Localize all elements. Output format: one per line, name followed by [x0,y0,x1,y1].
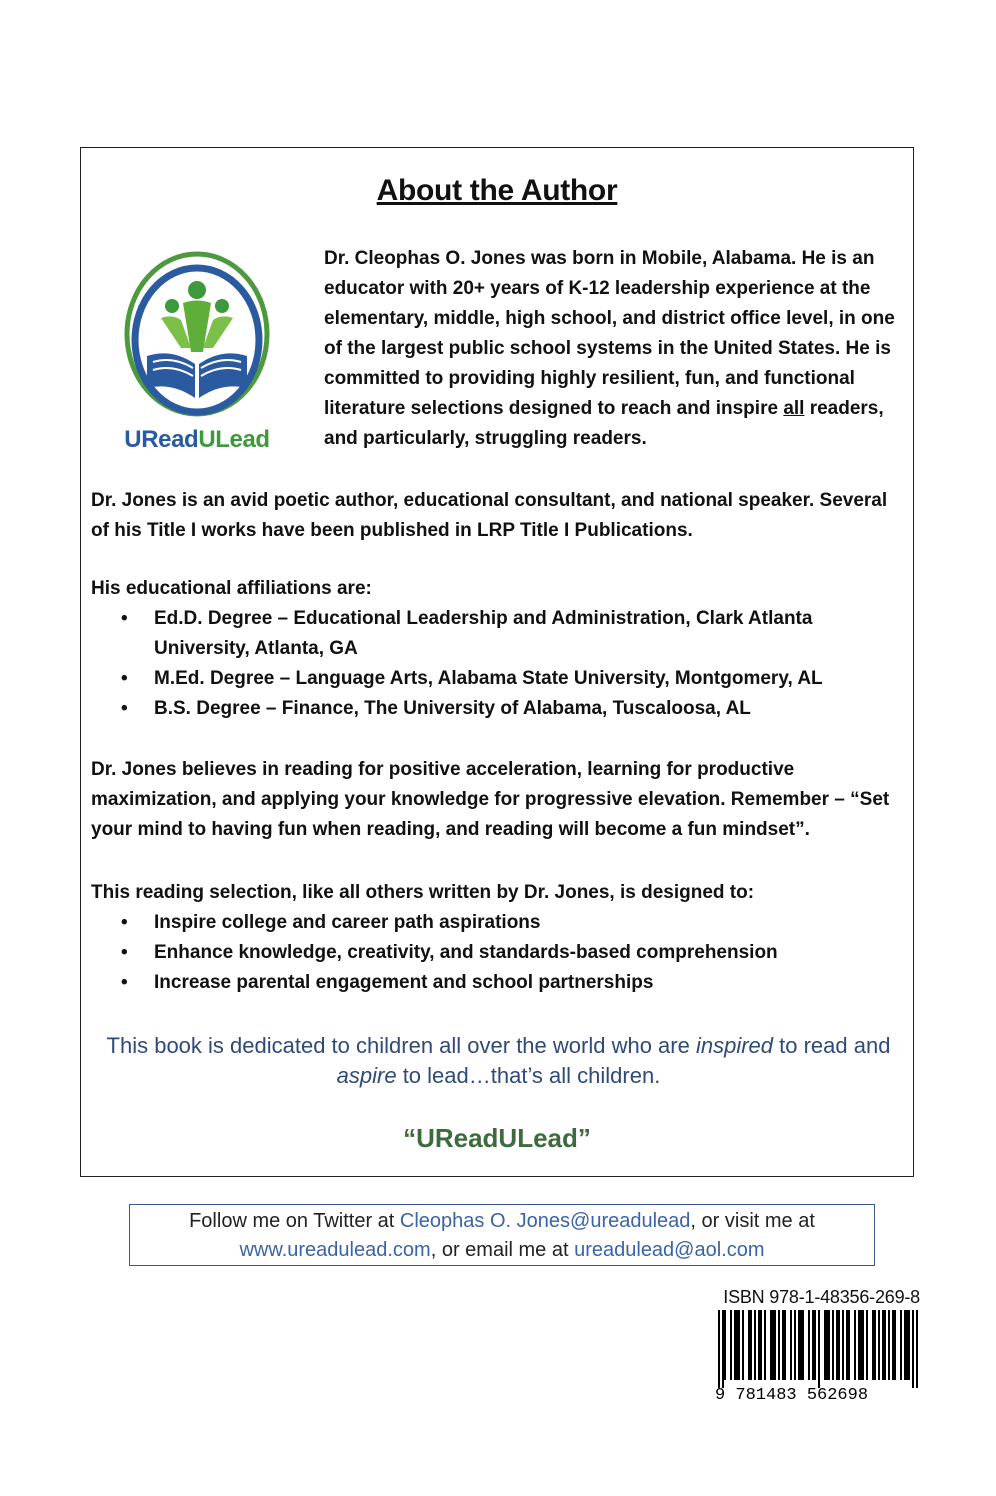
barcode-bar [838,1310,840,1380]
barcode-bar [722,1310,724,1388]
barcode-bar [770,1310,772,1380]
barcode-bar [858,1310,860,1380]
barcode-bar [874,1310,876,1380]
logo-text-lead: ULead [198,426,270,453]
barcode-bar [784,1310,786,1380]
design-list [121,908,891,998]
barcode-bar [906,1310,908,1380]
affiliations-heading: His educational affiliations are: [91,578,372,599]
barcode-bar [824,1310,826,1380]
page-title: About the Author [376,174,618,207]
dedication-text: to read and [773,1033,891,1058]
barcode-bar [878,1310,880,1380]
barcode-bar [916,1310,918,1388]
barcode-bar [774,1310,776,1380]
website-link[interactable]: www.ureadulead.com [239,1239,431,1261]
barcode-bar [736,1310,738,1380]
barcode-bar [912,1310,914,1388]
barcode-bar [798,1310,800,1380]
list-item: • Increase parental engagement and school partnerships [121,968,891,998]
barcode-bar [846,1310,848,1380]
barcode-digits: 9 781483 562698 [715,1386,869,1402]
logo-text-read: URead [124,426,199,453]
dedication-inspired: inspired [695,1033,774,1058]
barcode-bar [738,1310,740,1380]
barcode-bar [772,1310,774,1380]
about-author-box [80,147,914,1177]
list-item: • Enhance knowledge, creativity, and standards-based comprehension [121,938,891,968]
barcode-bar [812,1310,814,1380]
barcode-bar [760,1310,762,1380]
barcode-bar [826,1310,828,1380]
barcode-bar [818,1310,820,1388]
dedication-text: to lead…that’s all children. [396,1063,661,1088]
design-heading: This reading selection, like all others written by Dr. Jones, is designed to: [91,882,755,903]
barcode-bar [718,1310,720,1388]
dedication-text: This book is dedicated to children all over the world who are [106,1033,696,1058]
barcode-bar [860,1310,862,1380]
barcode-bar [742,1310,744,1380]
dedication-aspire: aspire [336,1063,397,1088]
barcode-bar [836,1310,838,1380]
barcode-bar [862,1310,864,1380]
list-item: • Ed.D. Degree – Educational Leadership and Administration, Clark Atlanta University, Atlanta, GA [121,604,891,664]
slogan: “UReadULead” [403,1123,591,1153]
list-item: • B.S. Degree – Finance, The University of Alabama, Tuscaloosa, AL [121,694,891,724]
contact-box [129,1204,875,1266]
barcode-bar [800,1310,802,1380]
barcode-bar [782,1310,784,1380]
barcode-bar [778,1310,780,1380]
email-link[interactable]: ureadulead@aol.com [574,1239,765,1261]
barcode-bar [888,1310,890,1380]
barcode-bar [730,1310,732,1380]
contact-text: , or email me at [430,1239,575,1261]
author-roles-paragraph: Dr. Jones is an avid poetic author, educational consultant, and national speaker. Several of his Title I works have been published in LRP Title I Publications. [91,490,888,541]
logo-emblem-icon [117,248,277,423]
barcode-bar [754,1310,756,1380]
list-item: • M.Ed. Degree – Language Arts, Alabama State University, Montgomery, AL [121,664,891,694]
barcode-bar [802,1310,804,1380]
dedication [91,1031,906,1091]
affiliations-list [121,604,891,724]
intro-underlined-word: all [783,398,805,419]
barcode-bar [790,1310,792,1380]
barcode-bar [832,1310,834,1380]
barcode-bar [900,1310,902,1380]
contact-text: , or visit me at [690,1210,815,1232]
barcode-bar [872,1310,874,1380]
barcode-bar [892,1310,894,1380]
author-intro [324,244,909,454]
logo-wordmark [117,426,277,454]
list-item: • Inspire college and career path aspirations [121,908,891,938]
barcode-bar [908,1310,910,1380]
intro-text: Dr. Cleophas O. Jones was born in Mobile, Alabama. He is an educator with 20+ years of K-12 leadership experience at the elementary, middle, high school, and district office level, in one of the largest public school systems in the United States. He is committed to providing highly resilient, fun, and functional literature selections designed to reach and inspire [324,248,895,419]
barcode-bar [724,1310,726,1380]
beliefs-paragraph: Dr. Jones believes in reading for positive acceleration, learning for productive maximization, and applying your knowledge for progressive elevation. Remember – “Set your mind to having fun when reading, and reading will become a fun mindset”. [91,759,890,840]
barcode-bar [814,1310,816,1380]
twitter-link[interactable]: Cleophas O. Jones@ureadulead [399,1210,691,1232]
barcode [712,1310,918,1402]
barcode-bar [750,1310,752,1380]
barcode-bar [758,1310,760,1380]
barcode-bar [748,1310,750,1380]
barcode-bar [842,1310,844,1380]
barcode-bar [854,1310,856,1380]
barcode-bar [904,1310,906,1380]
barcode-bar [794,1310,796,1380]
barcode-bar [828,1310,830,1380]
barcode-bar [882,1310,884,1380]
ureadulead-logo [117,248,277,463]
barcode-bar [894,1310,896,1380]
contact-text: Follow me on Twitter at [189,1210,400,1232]
barcode-bar [866,1310,868,1380]
isbn-label: ISBN 978-1-48356-269-8 [723,1287,920,1307]
barcode-bar [848,1310,850,1380]
intro-text-end: readers, and particularly, struggling readers. [324,398,884,449]
barcode-bar [808,1310,810,1380]
barcode-bar [884,1310,886,1380]
barcode-bar [734,1310,736,1380]
barcode-bar [764,1310,766,1380]
